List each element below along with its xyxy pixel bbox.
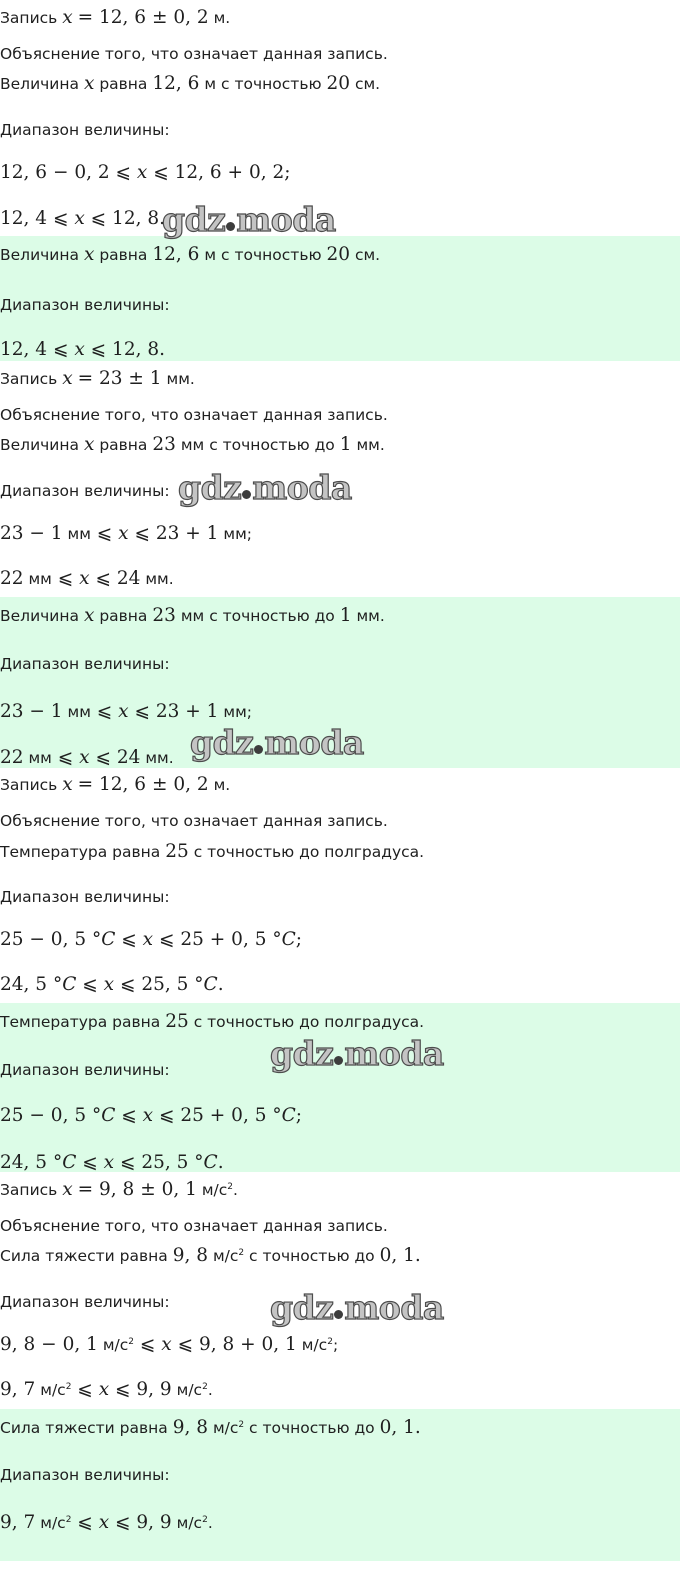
answer-text: Величина x равна 23 мм с точностью до 1 мм. — [0, 605, 385, 626]
explanation-text: Величина x равна 23 мм с точностью до 1 мм. — [0, 434, 385, 455]
explanation-heading: Объяснение того, что означает данная запись. — [0, 1217, 388, 1235]
range-label: Диапазон величины: — [0, 888, 170, 906]
record-line: Запись x = 9, 8 ± 0, 1 $м/с^2$. — [0, 1179, 238, 1200]
answer-range: 22 мм ⩽ x ⩽ 24 мм. — [0, 747, 174, 768]
record-line: Запись x = 12, 6 ± 0, 2 м. — [0, 774, 231, 795]
watermark-logo: gdz moda — [190, 723, 364, 762]
answer-range-label: Диапазон величины: — [0, 1061, 170, 1079]
range-formula: 25 − 0, 5 °C ⩽ x ⩽ 25 + 0, 5 °C; — [0, 929, 302, 950]
watermark-logo: gdz moda — [178, 468, 352, 507]
answer-range: 12, 4 ⩽ x ⩽ 12, 8. — [0, 339, 165, 360]
answer-text: Температура равна 25 с точностью до полградуса. — [0, 1011, 425, 1032]
range-formula: 12, 6 − 0, 2 ⩽ x ⩽ 12, 6 + 0, 2; — [0, 162, 291, 183]
answer-text: Величина x равна 12, 6 м с точностью 20 см. — [0, 244, 381, 265]
answer-text: Сила тяжести равна 9, 8 $м/с^2$ с точностью до 0, 1. — [0, 1417, 421, 1438]
answer-range-label: Диапазон величины: — [0, 296, 170, 314]
answer-range: 9, 7 $м/с^2$ ⩽ x ⩽ 9, 9 $м/с^2$. — [0, 1512, 213, 1533]
record-line: Запись x = 23 ± 1 мм. — [0, 368, 195, 389]
watermark-logo: gdz moda — [270, 1034, 444, 1073]
explanation-heading: Объяснение того, что означает данная запись. — [0, 406, 388, 424]
explanation-heading: Объяснение того, что означает данная запись. — [0, 45, 388, 63]
answer-range-formula: 25 − 0, 5 °C ⩽ x ⩽ 25 + 0, 5 °C; — [0, 1105, 302, 1126]
answer-range: 24, 5 °C ⩽ x ⩽ 25, 5 °C. — [0, 1152, 224, 1173]
range-label: Диапазон величины: — [0, 121, 170, 139]
range-result: 9, 7 $м/с^2$ ⩽ x ⩽ 9, 9 $м/с^2$. — [0, 1379, 213, 1400]
range-result: 22 мм ⩽ x ⩽ 24 мм. — [0, 568, 174, 589]
range-formula: 9, 8 − 0, 1 $м/с^2$ ⩽ x ⩽ 9, 8 + 0, 1 $м/с^2$; — [0, 1334, 339, 1355]
range-result: 12, 4 ⩽ x ⩽ 12, 8. — [0, 208, 165, 229]
range-formula: 23 − 1 мм ⩽ x ⩽ 23 + 1 мм; — [0, 523, 252, 544]
record-line: Запись x = 12, 6 ± 0, 2 м. — [0, 7, 231, 28]
range-label: Диапазон величины: — [0, 482, 170, 500]
range-label: Диапазон величины: — [0, 1293, 170, 1311]
explanation-text: Температура равна 25 с точностью до полградуса. — [0, 841, 425, 862]
range-result: 24, 5 °C ⩽ x ⩽ 25, 5 °C. — [0, 974, 224, 995]
answer-range-label: Диапазон величины: — [0, 655, 170, 673]
explanation-text: Сила тяжести равна 9, 8 $м/с^2$ с точностью до 0, 1. — [0, 1245, 421, 1266]
answer-range-label: Диапазон величины: — [0, 1466, 170, 1484]
watermark-logo: gdz moda — [162, 200, 336, 239]
answer-range-formula: 23 − 1 мм ⩽ x ⩽ 23 + 1 мм; — [0, 701, 252, 722]
watermark-logo: gdz moda — [270, 1288, 444, 1327]
explanation-heading: Объяснение того, что означает данная запись. — [0, 812, 388, 830]
explanation-text: Величина x равна 12, 6 м с точностью 20 см. — [0, 73, 381, 94]
